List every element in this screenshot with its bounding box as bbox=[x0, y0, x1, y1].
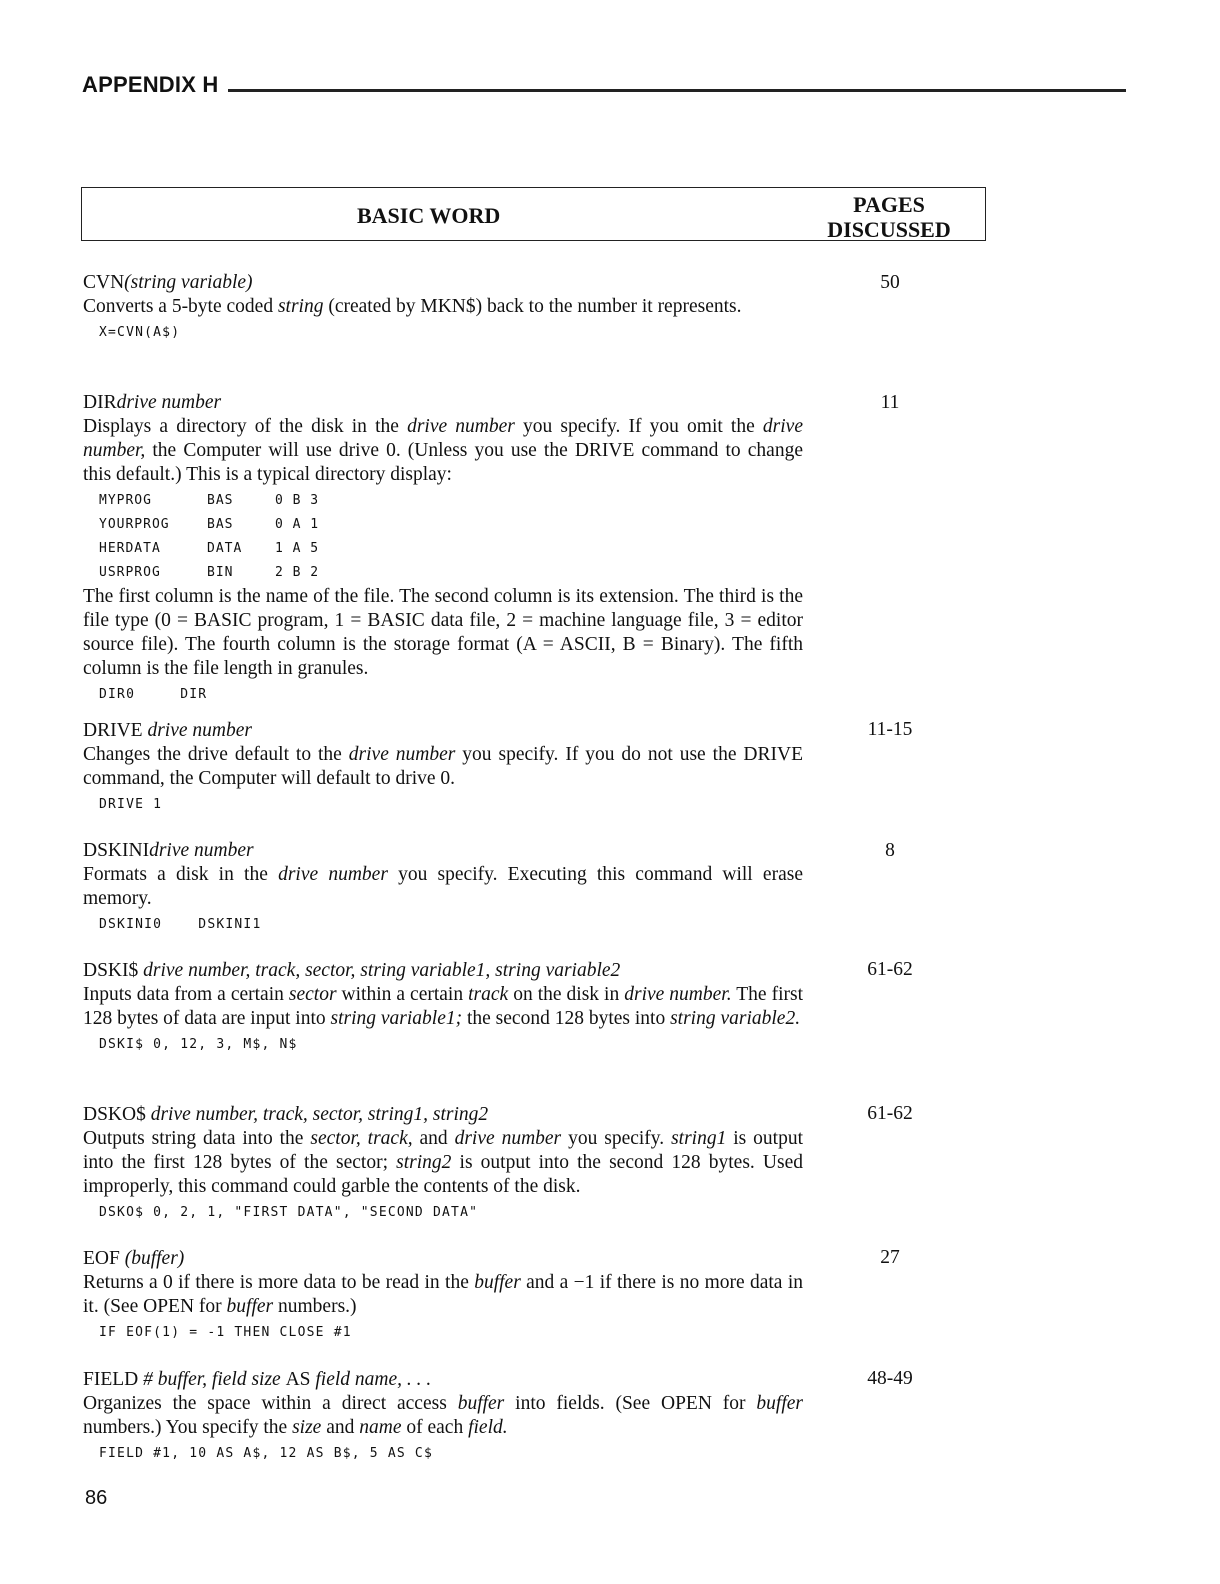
column-header-basic-word: BASIC WORD bbox=[357, 203, 501, 228]
entry-keyword-as: AS bbox=[285, 1369, 316, 1390]
entry-syntax bbox=[83, 1103, 803, 1127]
italic-term: buffer bbox=[226, 1296, 274, 1317]
italic-term: sector bbox=[288, 984, 337, 1005]
entry-syntax bbox=[83, 271, 803, 295]
description-text: the Computer will use drive 0. (Unless you use the DRIVE command to change this default.) This is a typical directory display: bbox=[83, 440, 803, 485]
entry-description bbox=[83, 743, 803, 791]
directory-row: USRPROG BIN 2 B 2 bbox=[99, 565, 320, 580]
directory-row: MYPROG BAS 0 B 3 bbox=[99, 493, 320, 508]
entry-example: DSKO$ 0, 2, 1, "FIRST DATA", "SECOND DATA" bbox=[99, 1205, 479, 1220]
page-ref-field: 48-49 bbox=[867, 1368, 913, 1389]
directory-row: HERDATA DATA 1 A 5 bbox=[99, 541, 320, 556]
entry-syntax bbox=[83, 719, 803, 743]
italic-term: track bbox=[468, 984, 509, 1005]
entry-syntax bbox=[83, 959, 803, 983]
description-text: Converts a 5-byte coded bbox=[83, 296, 278, 317]
italic-term: size bbox=[292, 1417, 322, 1438]
entry-keyword: DSKI$ bbox=[83, 960, 144, 981]
description-text: you specify. If you do not use the DRIVE command, the Computer will default to drive 0. bbox=[83, 744, 803, 789]
entry-example: IF EOF(1) = -1 THEN CLOSE #1 bbox=[99, 1325, 352, 1340]
italic-term: drive number bbox=[407, 416, 515, 437]
description-text: you specify. bbox=[561, 1128, 672, 1149]
description-text: The first 128 bytes of data are input into bbox=[83, 984, 803, 1029]
entry-field bbox=[83, 1368, 803, 1465]
page-ref-drive: 11-15 bbox=[867, 719, 913, 740]
entry-example: DSKI$ 0, 12, 3, M$, N$ bbox=[99, 1037, 298, 1052]
description-text: of each bbox=[401, 1417, 469, 1438]
description-text: and a −1 if there is no more data in it. (See OPEN for bbox=[83, 1272, 803, 1317]
italic-term: string2 bbox=[396, 1152, 452, 1173]
entry-dskini bbox=[83, 839, 803, 936]
page-ref-dsko: 61-62 bbox=[867, 1103, 913, 1124]
description-text: on the disk in bbox=[508, 984, 625, 1005]
entry-keyword: DSKO$ bbox=[83, 1104, 151, 1125]
italic-term: drive number bbox=[278, 864, 388, 885]
description-text: and bbox=[412, 1128, 455, 1149]
entry-cvn bbox=[83, 271, 803, 344]
italic-term: drive number bbox=[454, 1128, 562, 1149]
directory-listing bbox=[99, 489, 319, 585]
entry-example: X=CVN(A$) bbox=[99, 325, 181, 340]
entry-args: drive number bbox=[116, 392, 222, 413]
entry-example: DRIVE 1 bbox=[99, 797, 163, 812]
entry-args: (string variable) bbox=[124, 272, 253, 293]
entry-description-continued: The first column is the name of the file. The second column is its extension. The third is the file type (0 = BASIC program, 1 = BASIC data file, 2 = machine language file, 3 = editor source file). The fourth column is the storage format (A = ASCII, B = Binary). The fifth column is the file length in granules. bbox=[83, 586, 803, 679]
entry-syntax bbox=[83, 1247, 803, 1271]
column-header-pages-discussed bbox=[812, 192, 966, 242]
description-text: Inputs data from a certain bbox=[83, 984, 289, 1005]
description-text: Organizes the space within a direct access bbox=[83, 1393, 458, 1414]
entry-syntax bbox=[83, 839, 803, 863]
entry-args: drive number, track, sector, string1, string2 bbox=[150, 1104, 489, 1125]
pages-header-line2: DISCUSSED bbox=[827, 217, 951, 242]
entry-args: # buffer, field size bbox=[143, 1369, 286, 1390]
entry-example: DIR0 DIR bbox=[99, 687, 208, 702]
entry-description bbox=[83, 1127, 803, 1199]
description-text: numbers.) bbox=[273, 1296, 357, 1317]
italic-term: string variable1; bbox=[330, 1008, 463, 1029]
description-text: Outputs string data into the bbox=[83, 1128, 311, 1149]
entry-dsko bbox=[83, 1103, 803, 1224]
description-text: Displays a directory of the disk in the bbox=[83, 416, 408, 437]
italic-term: name bbox=[359, 1417, 402, 1438]
description-text: you specify. Executing this command will erase memory. bbox=[83, 864, 803, 909]
page-ref-eof: 27 bbox=[880, 1247, 900, 1268]
pages-header-line1: PAGES bbox=[853, 192, 925, 217]
entry-description bbox=[83, 1271, 803, 1319]
entry-keyword: DSKINI bbox=[83, 840, 150, 861]
page-ref-dski: 61-62 bbox=[867, 959, 913, 980]
page-number: 86 bbox=[85, 1487, 108, 1509]
entry-description bbox=[83, 983, 803, 1031]
description-text: (created by MKN$) back to the number it represents. bbox=[323, 296, 742, 317]
entry-drive bbox=[83, 719, 803, 816]
description-text: you specify. If you omit the bbox=[514, 416, 763, 437]
italic-term: string variable2. bbox=[670, 1008, 801, 1029]
italic-term: drive number. bbox=[624, 984, 732, 1005]
entry-keyword: DRIVE bbox=[83, 720, 148, 741]
page-ref-cvn: 50 bbox=[880, 272, 900, 293]
italic-term: buffer bbox=[756, 1393, 804, 1414]
italic-term: string bbox=[277, 296, 324, 317]
description-text: Formats a disk in the bbox=[83, 864, 279, 885]
entry-example: FIELD #1, 10 AS A$, 12 AS B$, 5 AS C$ bbox=[99, 1446, 433, 1461]
italic-term: buffer bbox=[474, 1272, 521, 1293]
description-text: is output into the first 128 bytes of the sector; bbox=[83, 1128, 804, 1173]
entry-dir bbox=[83, 391, 803, 706]
entry-keyword: CVN bbox=[83, 272, 125, 293]
appendix-title: APPENDIX H bbox=[82, 72, 219, 97]
description-text: Changes the drive default to the bbox=[83, 744, 349, 765]
italic-term: drive number, bbox=[83, 416, 803, 461]
description-text: numbers.) You specify the bbox=[83, 1417, 293, 1438]
description-text: within a certain bbox=[336, 984, 469, 1005]
italic-term: field. bbox=[468, 1417, 508, 1438]
entry-args-field-name: field name, . . . bbox=[315, 1369, 432, 1390]
entry-example: DSKINI0 DSKINI1 bbox=[99, 917, 262, 932]
entry-description bbox=[83, 415, 803, 487]
italic-term: drive number bbox=[348, 744, 456, 765]
description-text: the second 128 bytes into bbox=[462, 1008, 671, 1029]
entry-syntax bbox=[83, 391, 803, 415]
description-text: Returns a 0 if there is more data to be read in the bbox=[83, 1272, 475, 1293]
description-text: and bbox=[321, 1417, 360, 1438]
entry-eof bbox=[83, 1247, 803, 1344]
description-text: is output into the second 128 bytes. Used improperly, this command could garble the contents of the disk. bbox=[83, 1152, 803, 1197]
entry-description bbox=[83, 863, 803, 911]
italic-term: buffer bbox=[457, 1393, 505, 1414]
page-ref-dskini: 8 bbox=[885, 840, 895, 861]
page-ref-dir: 11 bbox=[880, 392, 900, 413]
italic-term: string1 bbox=[671, 1128, 727, 1149]
entry-dski bbox=[83, 959, 803, 1056]
entry-keyword: DIR bbox=[83, 392, 117, 413]
directory-row: YOURPROG BAS 0 A 1 bbox=[99, 517, 320, 532]
entry-args: (buffer) bbox=[124, 1248, 185, 1269]
description-text: into fields. (See OPEN for bbox=[504, 1393, 757, 1414]
entry-args: drive number bbox=[149, 840, 254, 861]
entry-syntax bbox=[83, 1368, 803, 1392]
entry-args: drive number, track, sector, string variable1, string variable2 bbox=[143, 960, 621, 981]
entry-keyword: EOF bbox=[83, 1248, 125, 1269]
entry-description bbox=[83, 295, 803, 319]
entry-keyword: FIELD bbox=[83, 1369, 144, 1390]
italic-term: sector, track, bbox=[310, 1128, 413, 1149]
entry-args: drive number bbox=[147, 720, 252, 741]
entry-description bbox=[83, 1392, 803, 1440]
header-rule bbox=[228, 89, 1126, 92]
